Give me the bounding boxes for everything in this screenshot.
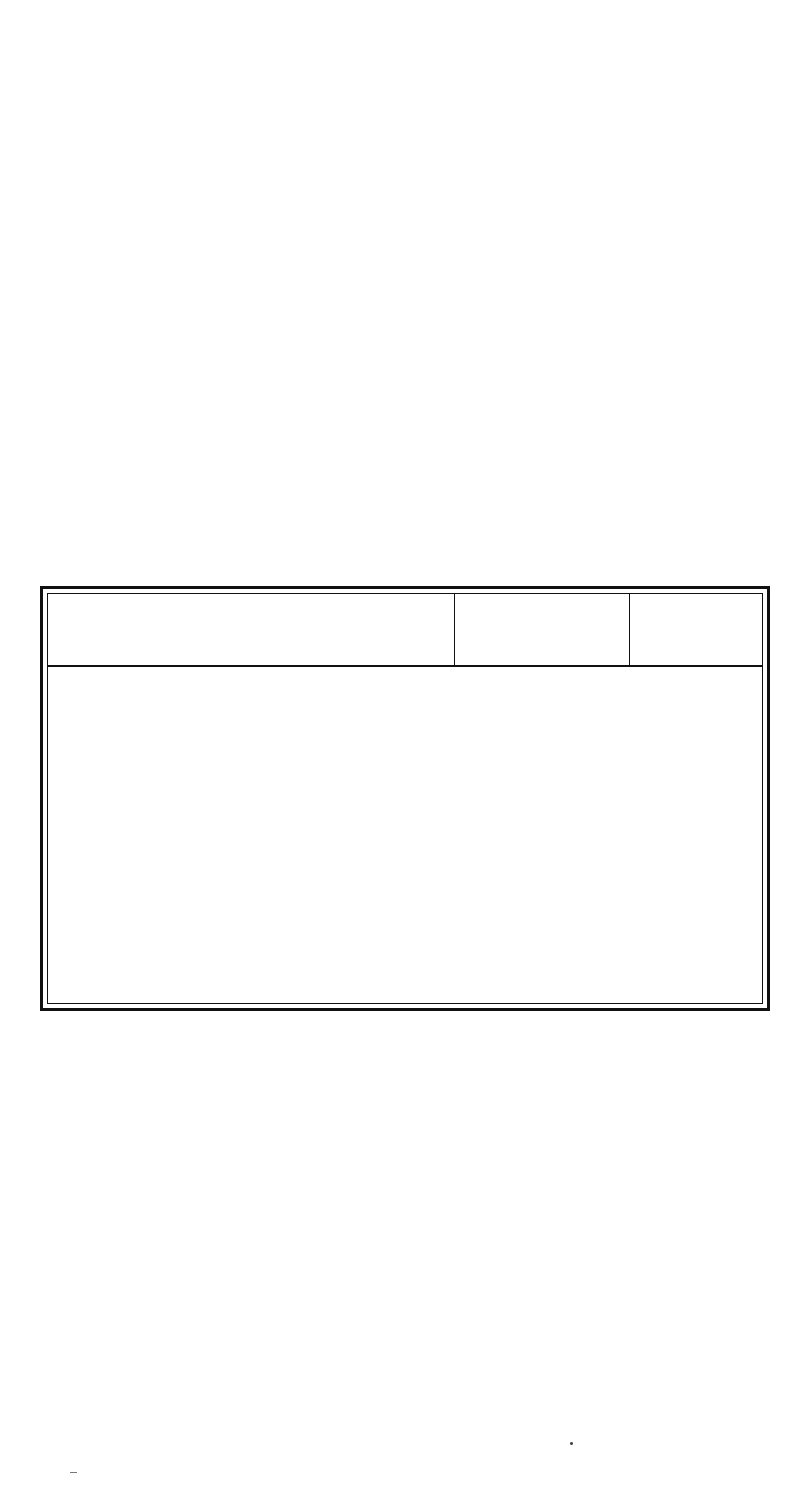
header-descending (455, 594, 630, 666)
print-speck (570, 1442, 573, 1445)
results-table-inner-border (47, 593, 763, 1004)
header-ascending (630, 594, 763, 666)
header-periods (48, 594, 455, 666)
print-speck (70, 1472, 77, 1473)
results-table-grid (48, 594, 762, 1003)
page-header (44, 30, 772, 58)
table-header-row (48, 594, 762, 666)
results-table (40, 586, 770, 1011)
table-body (48, 666, 762, 1002)
